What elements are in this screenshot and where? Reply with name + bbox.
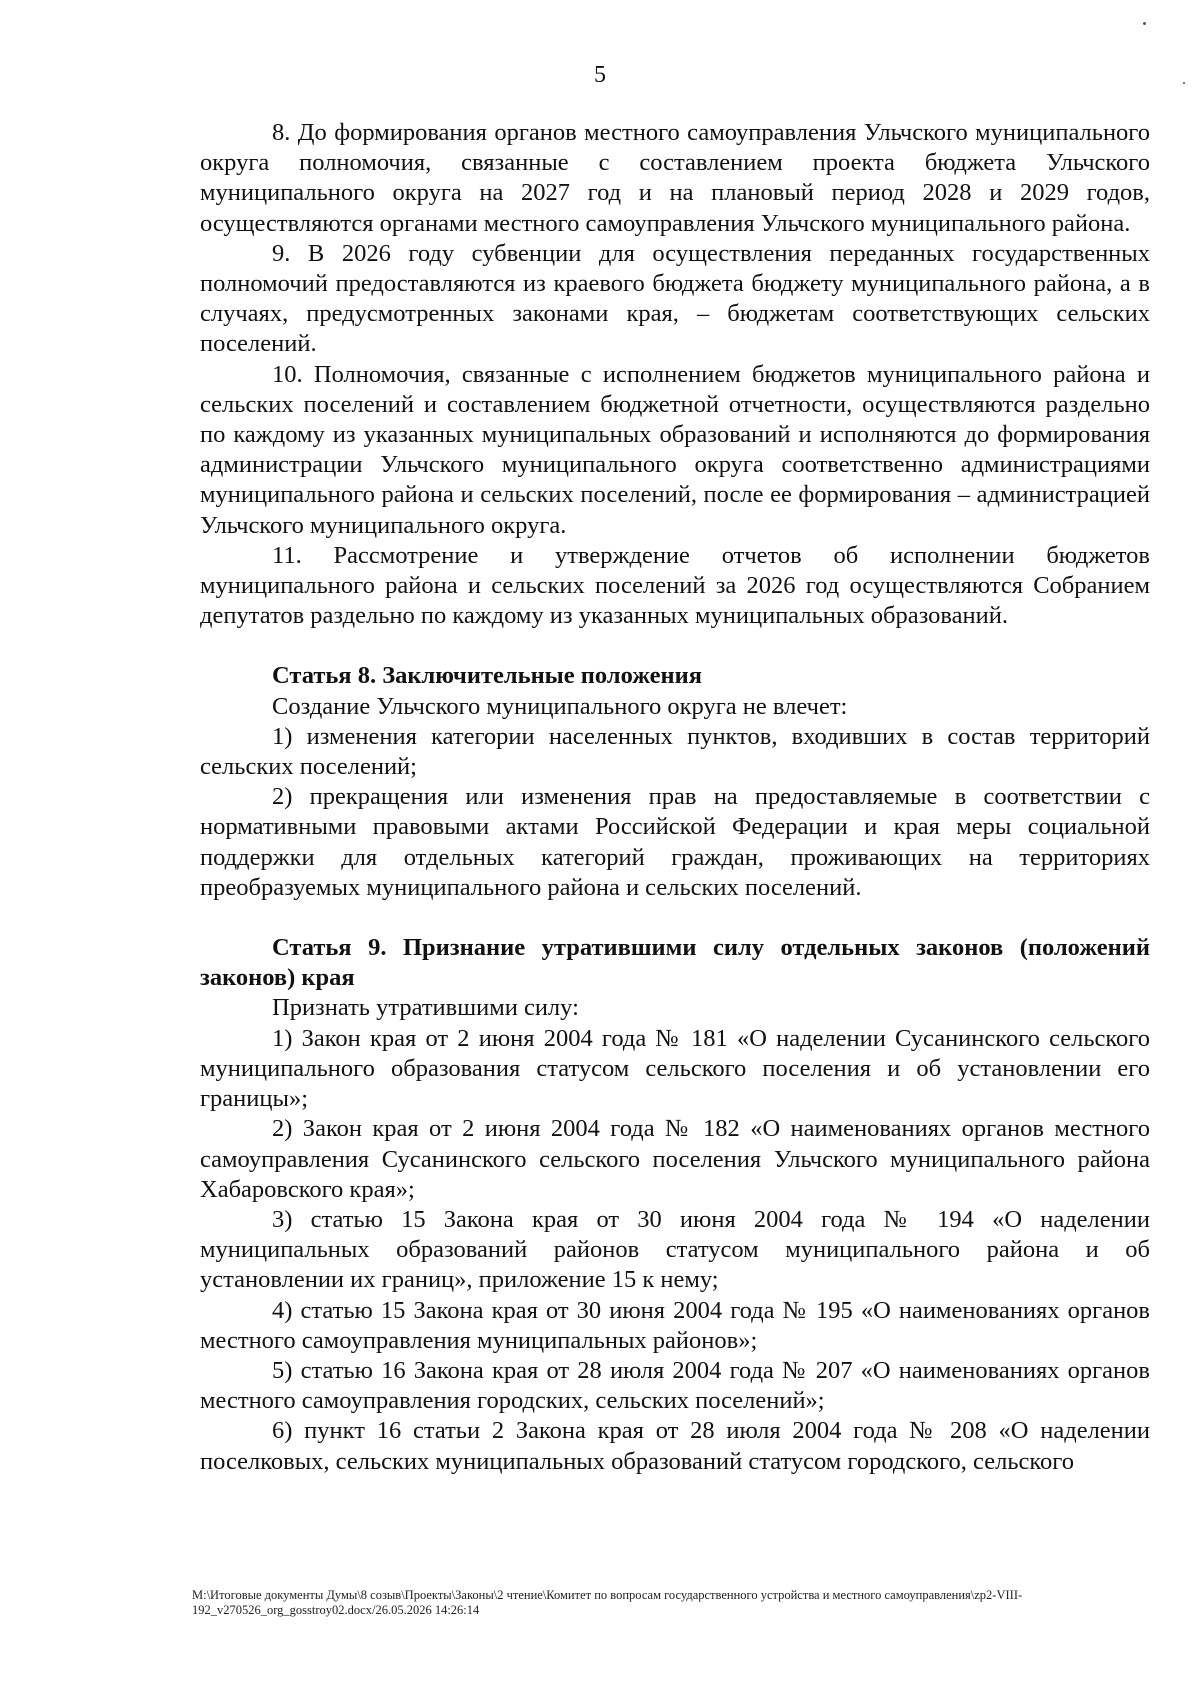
- scan-speck: [1183, 82, 1185, 84]
- page-number: 5: [594, 62, 606, 88]
- article8-section: [200, 661, 1150, 903]
- paragraph-item-9: 9. В 2026 году субвенции для осуществления переданных государственных полномочий предоставляются из краевого бюджета бюджету муниципального района, а в случаях, предусмотренных законами края, – бюджетам соответствующих сельских поселений.: [200, 239, 1150, 358]
- article9-item-4: 4) статью 15 Закона края от 30 июня 2004 года № 195 «О наименованиях органов местного самоуправления муниципальных районов»;: [200, 1296, 1150, 1354]
- article8-heading: Статья 8. Заключительные положения: [272, 662, 703, 690]
- paragraph-item-10: 10. Полномочия, связанные с исполнением бюджетов муниципального района и сельских поселений и составлением бюджетной отчетности, осуществляются раздельно по каждому из указанных муниципальных образований и исполняются до формирования администрации Ульчского муниципального округа соответственно администрациями муниципального района и сельских поселений, после ее формирования – администрацией Ульчского муниципального округа.: [200, 360, 1150, 539]
- article8-item-1: 1) изменения категории населенных пунктов, входивших в состав территорий сельских поселений;: [200, 722, 1150, 781]
- article8-intro: Создание Ульчского муниципального округа не влечет:: [272, 692, 848, 720]
- article9-item-6: 6) пункт 16 статьи 2 Закона края от 28 июля 2004 года № 208 «О наделении поселковых, сельских муниципальных образований статусом городского, сельского: [200, 1417, 1150, 1475]
- paragraph-item-8: 8. До формирования органов местного самоуправления Ульчского муниципального округа полномочия, связанные с составлением проекта бюджета Ульчского муниципального округа на 2027 год и на плановый период 2028 и 2029 годов, осуществляются органами местного самоуправления Ульчского муниципального района.: [200, 119, 1150, 237]
- article9-item-2: 2) Закон края от 2 июня 2004 года № 182 «О наименованиях органов местного самоуправления Сусанинского сельского поселения Ульчского муниципального района Хабаровского края»;: [200, 1115, 1150, 1203]
- article9-item-1: 1) Закон края от 2 июня 2004 года № 181 «О наделении Сусанинского сельского муниципального образования статусом сельского поселения и об установлении его границы»;: [200, 1024, 1150, 1113]
- section-spacer: [200, 631, 1150, 661]
- article9-intro: Признать утратившими силу:: [272, 994, 579, 1022]
- document-body: [200, 118, 1150, 1477]
- footer-file-path: M:\Итоговые документы Думы\8 созыв\Проекты\Законы\2 чтение\Комитет по вопросам государственного устройства и местного самоуправления\zp2-VIII-192_v270526_org_gosstroy02.docx/26.05.2026 14:26:14: [192, 1588, 1023, 1617]
- section-spacer: [200, 903, 1150, 933]
- article7-continuation: [200, 118, 1150, 631]
- paragraph-item-11: 11. Рассмотрение и утверждение отчетов об исполнении бюджетов муниципального района и сельских поселений за 2026 год осуществляются Собранием депутатов раздельно по каждому из указанных муниципальных образований.: [200, 541, 1150, 630]
- article9-heading: Статья 9. Признание утратившими силу отдельных законов (положений законов) края: [200, 934, 1150, 992]
- article9-item-3: 3) статью 15 Закона края от 30 июня 2004 года № 194 «О наделении муниципальных образований районов статусом муниципального района и об установлении их границ», приложение 15 к нему;: [200, 1205, 1150, 1294]
- scan-speck: [1143, 22, 1146, 25]
- article9-section: [200, 933, 1150, 1477]
- article8-item-2: 2) прекращения или изменения прав на предоставляемые в соответствии с нормативными правовыми актами Российской Федерации и края меры социальной поддержки для отдельных категорий граждан, проживающих на территориях преобразуемых муниципального района и сельских поселений.: [200, 783, 1150, 901]
- article9-item-5: 5) статью 16 Закона края от 28 июля 2004 года № 207 «О наименованиях органов местного самоуправления городских, сельских поселений»;: [200, 1356, 1150, 1415]
